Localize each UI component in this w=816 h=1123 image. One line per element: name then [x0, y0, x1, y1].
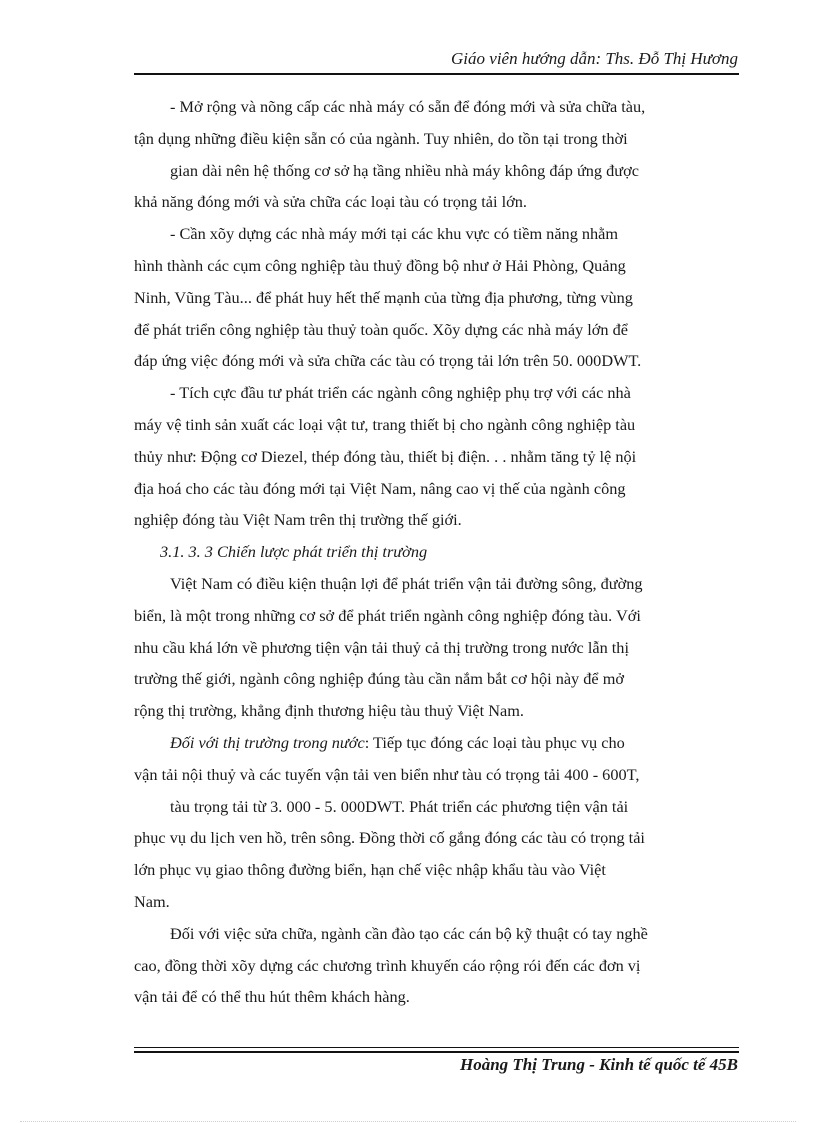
text-line: [134, 727, 739, 759]
header-divider: [134, 73, 739, 75]
paragraph-repair: [134, 918, 739, 1013]
text-line: lớn phục vụ giao thông đường biển, hạn chế việc nhập khẩu tàu vào Việt: [134, 860, 606, 880]
paragraph-market-strategy: [134, 568, 739, 727]
text-line: Việt Nam có điều kiện thuận lợi để phát triển vận tải đường sông, đường: [170, 573, 643, 593]
emphasis-domestic-market: Đối với thị trường trong nước: [170, 732, 365, 752]
text-line: nghiệp đóng tàu Việt Nam trên thị trường thế giới.: [134, 510, 462, 530]
text-line: 3.1. 3. 3 Chiến lược phát triển thị trường: [160, 542, 428, 562]
text-line: biển, là một trong những cơ sở để phát triển ngành công nghiệp đóng tàu. Với: [134, 605, 641, 625]
text-line: Ninh, Vũng Tàu... để phát huy hết thế mạnh của từng địa phương, từng vùng: [134, 287, 633, 307]
text-line: Đối với việc sửa chữa, ngành cần đào tạo các cán bộ kỹ thuật có tay nghề: [170, 923, 648, 943]
text-line: để phát triển công nghiệp tàu thuỷ toàn quốc. Xõy dựng các nhà máy lớn để: [134, 319, 628, 339]
text-line: tận dụng những điều kiện sẵn có của ngành. Tuy nhiên, do tồn tại trong thời: [134, 128, 628, 148]
text-line: hình thành các cụm công nghiệp tàu thuỷ đồng bộ như ở Hải Phòng, Quảng: [134, 255, 626, 275]
section-heading: [134, 536, 739, 568]
paragraph-supporting-industries: [134, 377, 739, 536]
text-line: địa hoá cho các tàu đóng mới tại Việt Nam, nâng cao vị thế của ngành công: [134, 478, 626, 498]
text-run: : Tiếp tục đóng các loại tàu phục vụ cho: [364, 732, 625, 752]
text-line: - Tích cực đầu tư phát triển các ngành công nghiệp phụ trợ với các nhà: [170, 383, 631, 403]
text-line: rộng thị trường, khẳng định thương hiệu tàu thuỷ Việt Nam.: [134, 701, 524, 721]
paragraph-build-new-factories: [134, 218, 739, 377]
footer-divider-top: [134, 1047, 739, 1048]
text-line: máy vệ tinh sản xuất các loại vật tư, trang thiết bị cho ngành công nghiệp tàu: [134, 414, 636, 434]
text-line: tàu trọng tải từ 3. 000 - 5. 000DWT. Phát triển các phương tiện vận tải: [170, 796, 629, 816]
document-body: [134, 91, 739, 1013]
paragraph-domestic-market: [134, 727, 739, 918]
text-line: trường thế giới, ngành công nghiệp đúng tàu cần nắm bắt cơ hội này để mở: [134, 669, 624, 689]
page-edge-dotted-line: [20, 1121, 796, 1122]
text-line: phục vụ du lịch ven hồ, trên sông. Đồng thời cố gắng đóng các tàu có trọng tải: [134, 828, 645, 848]
text-line: Nam.: [134, 891, 170, 911]
text-line: vận tải nội thuỷ và các tuyến vận tải ven biển như tàu có trọng tải 400 - 600T,: [134, 764, 640, 784]
text-line: gian dài nên hệ thống cơ sở hạ tầng nhiều nhà máy không đáp ứng được: [170, 160, 639, 180]
text-line: khả năng đóng mới và sửa chữa các loại tàu có trọng tải lớn.: [134, 192, 527, 212]
page-header: Giáo viên hướng dẫn: Ths. Đỗ Thị Hương: [451, 49, 738, 68]
text-line: thủy như: Động cơ Diezel, thép đóng tàu, thiết bị điện. . . nhằm tăng tỷ lệ nội: [134, 446, 637, 466]
text-line: cao, đồng thời xõy dựng các chương trình khuyến cáo rộng rói đến các đơn vị: [134, 955, 641, 975]
page-footer: Hoàng Thị Trung - Kinh tế quốc tế 45B: [459, 1055, 738, 1074]
paragraph-expand-factories: [134, 91, 739, 218]
footer-divider-bottom: [134, 1051, 739, 1053]
text-line: nhu cầu khá lớn về phương tiện vận tải thuỷ cả thị trường trong nước lẫn thị: [134, 637, 629, 657]
text-line: - Mở rộng và nõng cấp các nhà máy có sẵn để đóng mới và sửa chữa tàu,: [170, 97, 646, 116]
text-line: đáp ứng việc đóng mới và sửa chữa các tàu có trọng tải lớn trên 50. 000DWT.: [134, 351, 642, 371]
text-line: - Cần xõy dựng các nhà máy mới tại các khu vực có tiềm năng nhằm: [170, 224, 619, 244]
text-line: vận tải để có thể thu hút thêm khách hàng.: [134, 987, 410, 1007]
